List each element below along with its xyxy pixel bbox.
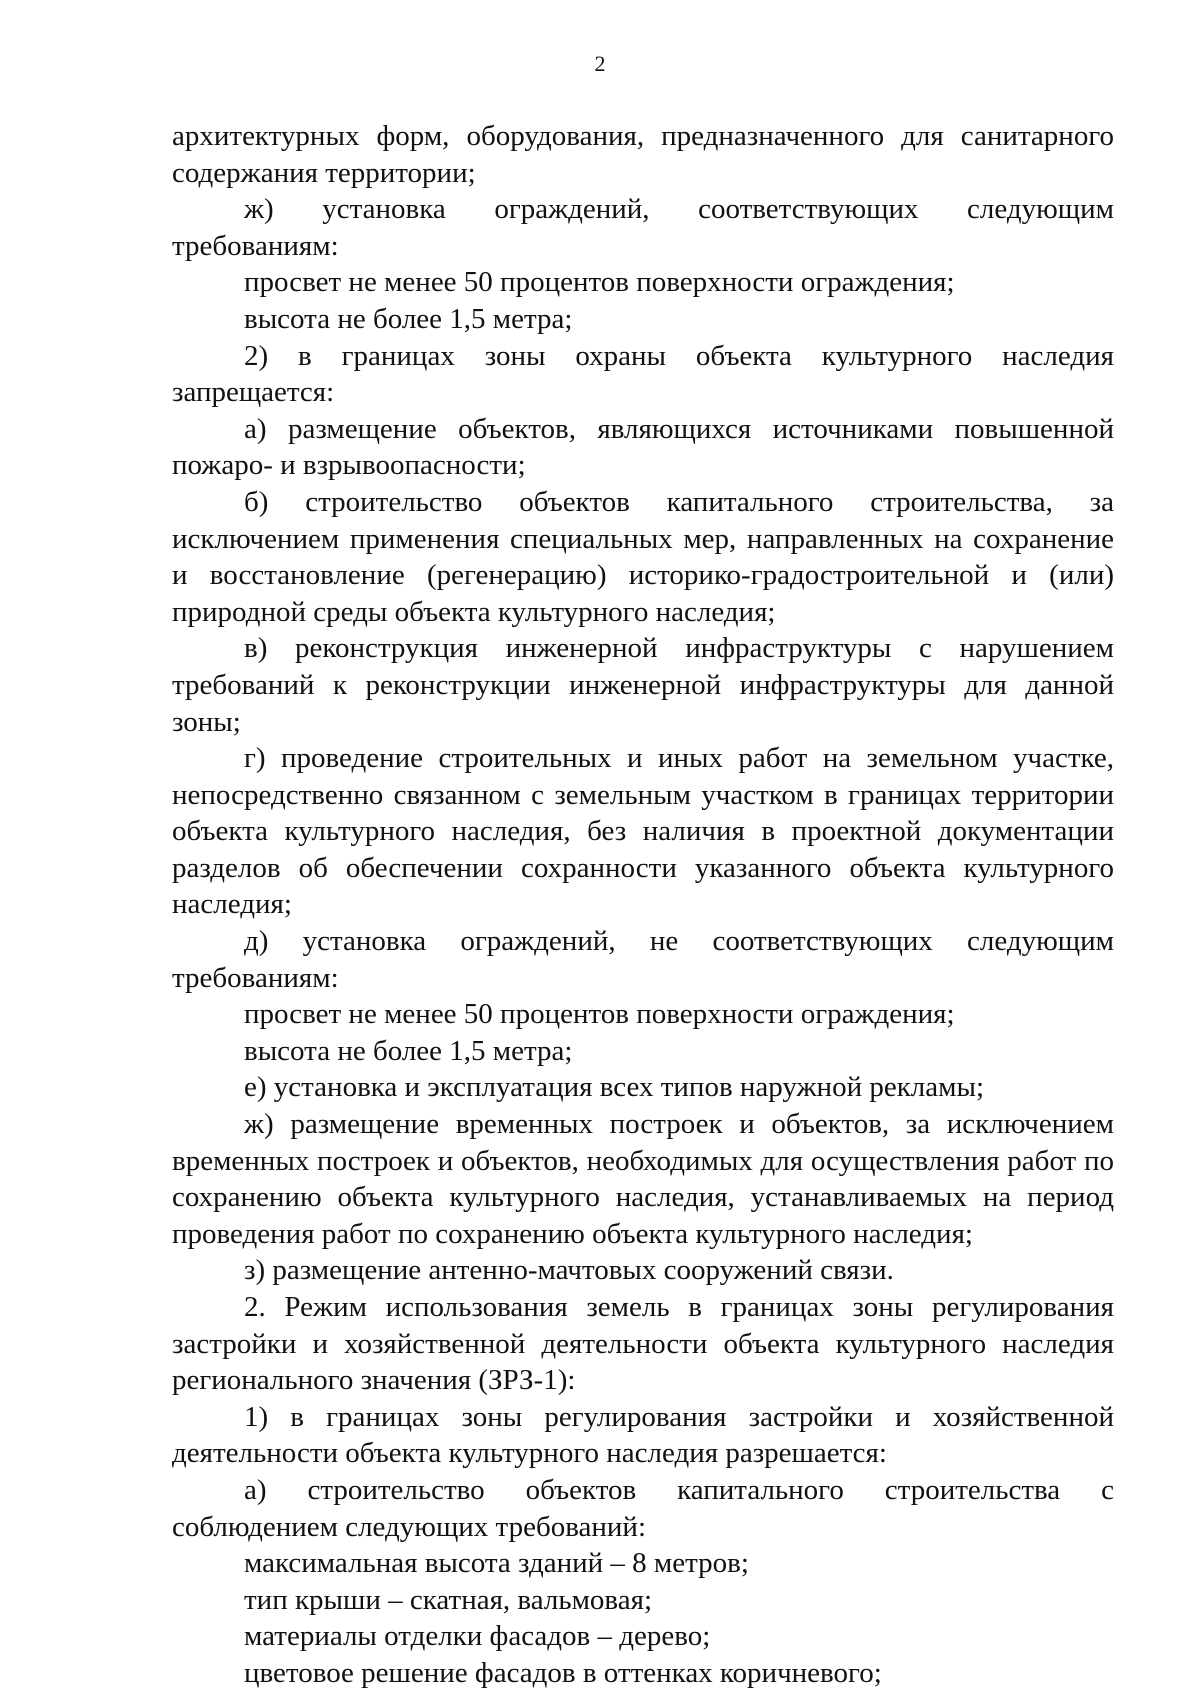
paragraph: а) строительство объектов капитального строительства с соблюдением следующих требований: [172,1473,1114,1543]
paragraph: 2. Режим использования земель в границах зоны регулирования застройки и хозяйственной деятельности объекта культурного наследия регионального значения (ЗРЗ-1): [172,1291,1114,1397]
paragraph: просвет не менее 50 процентов поверхности ограждения; [244,266,955,299]
paragraph: 1) в границах зоны регулирования застройки и хозяйственной деятельности объекта культурного наследия разрешается: [172,1400,1114,1470]
paragraph: ж) размещение временных построек и объектов, за исключением временных построек и объектов, необходимых для осуществления работ по сохранению объекта культурного наследия, устанавливаемых на период проведения работ по сохранению объекта культурного наследия; [172,1108,1114,1250]
paragraph: а) размещение объектов, являющихся источниками повышенной пожаро- и взрывоопасности; [172,412,1114,482]
paragraph: г) проведение строительных и иных работ на земельном участке, непосредственно связанном с земельным участком в границах территории объекта культурного наследия, без наличия в проектной документации разделов об обеспечении сохранности указанного объекта культурного наследия; [172,742,1114,921]
paragraph: з) размещение антенно-мачтовых сооружений связи. [244,1254,894,1287]
paragraph: 2) в границах зоны охраны объекта культурного наследия запрещается: [172,339,1114,409]
paragraph: материалы отделки фасадов – дерево; [244,1620,711,1653]
paragraph: тип крыши – скатная, вальмовая; [244,1583,652,1616]
paragraph: высота не более 1,5 метра; [244,302,573,335]
paragraph: е) установка и эксплуатация всех типов наружной рекламы; [244,1071,985,1104]
paragraph: максимальная высота зданий – 8 метров; [244,1547,749,1580]
document-body [172,118,1114,1692]
paragraph: просвет не менее 50 процентов поверхности ограждения; [244,998,955,1031]
paragraph: б) строительство объектов капитального строительства, за исключением применения специальных мер, направленных на сохранение и восстановление (регенерацию) историко-градостроительной и (или) природной среды объекта культурного наследия; [172,485,1114,628]
paragraph: в) реконструкция инженерной инфраструктуры с нарушением требований к реконструкции инженерной инфраструктуры для данной зоны; [172,632,1114,738]
paragraph: высота не более 1,5 метра; [244,1034,573,1067]
page-number: 2 [594,51,606,76]
paragraph: д) установка ограждений, не соответствующих следующим требованиям: [172,925,1114,994]
paragraph: архитектурных форм, оборудования, предназначенного для санитарного содержания территории; [172,120,1114,189]
paragraph: цветовое решение фасадов в оттенках коричневого; [244,1656,882,1689]
paragraph: ж) установка ограждений, соответствующих следующим требованиям: [172,193,1114,262]
